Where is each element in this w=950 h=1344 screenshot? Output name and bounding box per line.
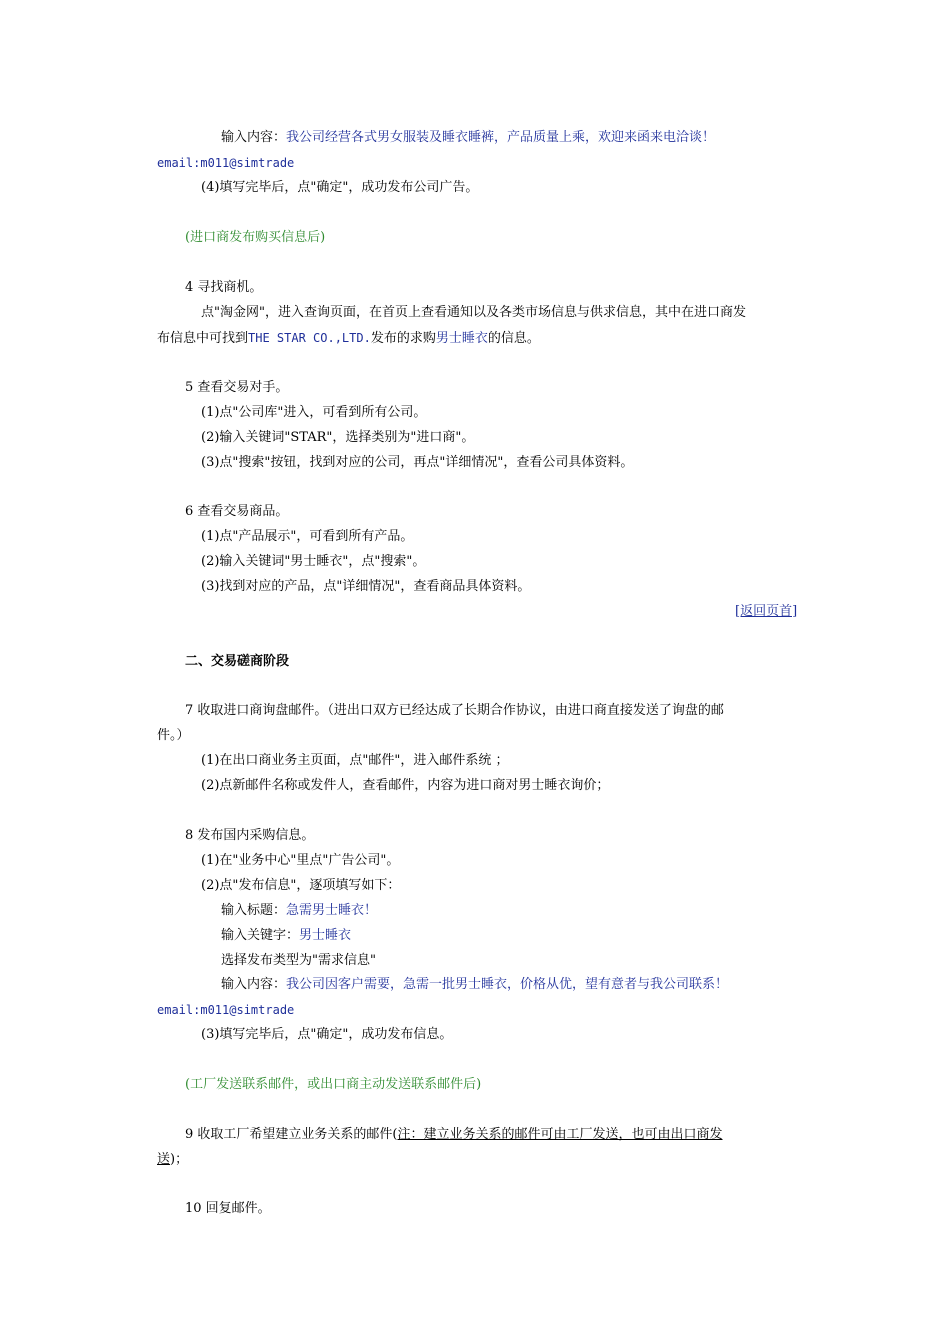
step-title: 5 查看交易对手。: [185, 380, 289, 395]
step-item: (1)点"产品展示"，可看到所有产品。: [201, 529, 414, 544]
step-item: (2)输入关键词"男士睡衣"，点"搜索"。: [201, 554, 426, 569]
product-name: 男士睡衣: [435, 331, 488, 346]
stage-note: (工厂发送联系邮件，或出口商主动发送联系邮件后): [185, 1077, 482, 1092]
paragraph-line: [185, 1126, 723, 1144]
step-item: (3)找到对应的产品，点"详细情况"，查看商品具体资料。: [201, 579, 531, 594]
keyword-field-line: [221, 927, 351, 945]
step-title: 8 发布国内采购信息。: [185, 828, 315, 843]
text-fragment: 9 收取工厂希望建立业务关系的邮件(: [185, 1127, 398, 1142]
back-to-top-link[interactable]: [返回页首]: [735, 604, 798, 619]
stage-note: (进口商发布购买信息后): [185, 230, 326, 245]
email-line: email:m011@simtrade: [157, 1003, 295, 1017]
field-label: 输入内容：: [221, 977, 287, 992]
text-fragment: )；: [170, 1152, 189, 1167]
underlined-note: 注：建立业务关系的邮件可由工厂发送，也可由出口商发: [397, 1127, 723, 1142]
step-item: (2)点新邮件名称或发件人，查看邮件，内容为进口商对男士睡衣询价；: [201, 778, 610, 793]
paragraph-line: 点"淘金网"，进入查询页面，在首页上查看通知以及各类市场信息与供求信息，其中在进口商发: [201, 305, 746, 320]
step-item: (4)填写完毕后，点"确定"，成功发布公司广告。: [201, 180, 479, 195]
underlined-note: 送: [157, 1152, 171, 1167]
content-field-line: [221, 976, 728, 994]
step-title: 10 回复邮件。: [185, 1201, 271, 1216]
paragraph-line: 7 收取进口商询盘邮件。（进出口双方已经达成了长期合作协议，由进口商直接发送了询盘的邮: [185, 703, 724, 718]
step-item: (1)在出口商业务主页面，点"邮件"，进入邮件系统 ；: [201, 753, 509, 768]
text-fragment: 的信息。: [487, 331, 540, 346]
step-item: (1)在"业务中心"里点"广告公司"。: [201, 853, 400, 868]
field-value: 男士睡衣: [299, 928, 352, 943]
content-value: 我公司经营各式男女服装及睡衣睡裤，产品质量上乘，欢迎来函来电洽谈！: [286, 130, 716, 145]
email-line: email:m011@simtrade: [157, 156, 295, 170]
step-item: (2)输入关键词"STAR"，选择类别为"进口商"。: [201, 430, 475, 445]
text-fragment: 布信息中可找到: [157, 331, 249, 346]
text-fragment: 发布的求购: [370, 331, 436, 346]
field-value: 我公司因客户需要，急需一批男士睡衣，价格从优，望有意者与我公司联系！: [286, 977, 729, 992]
content-label: 输入内容：: [221, 130, 287, 145]
title-field-line: [221, 902, 377, 920]
company-name: THE STAR CO.,LTD.: [248, 331, 371, 345]
step-item: (1)点"公司库"进入，可看到所有公司。: [201, 405, 427, 420]
field-label: 输入关键字：: [221, 928, 300, 943]
section-heading: 二、交易磋商阶段: [185, 654, 290, 669]
step-item: (3)点"搜索"按钮，找到对应的公司，再点"详细情况"，查看公司具体资料。: [201, 455, 634, 470]
step-title: 6 查看交易商品。: [185, 504, 289, 519]
field-value: 急需男士睡衣！: [286, 903, 378, 918]
paragraph-line: [157, 1151, 188, 1169]
paragraph-line: [157, 329, 540, 348]
step-item: (2)点"发布信息"，逐项填写如下：: [201, 878, 401, 893]
paragraph-line: 件。）: [157, 728, 190, 743]
type-line: 选择发布类型为"需求信息": [221, 953, 376, 968]
step-title: 4 寻找商机。: [185, 280, 263, 295]
content-line: [221, 129, 715, 147]
field-label: 输入标题：: [221, 903, 287, 918]
step-item: (3)填写完毕后，点"确定"，成功发布信息。: [201, 1027, 453, 1042]
